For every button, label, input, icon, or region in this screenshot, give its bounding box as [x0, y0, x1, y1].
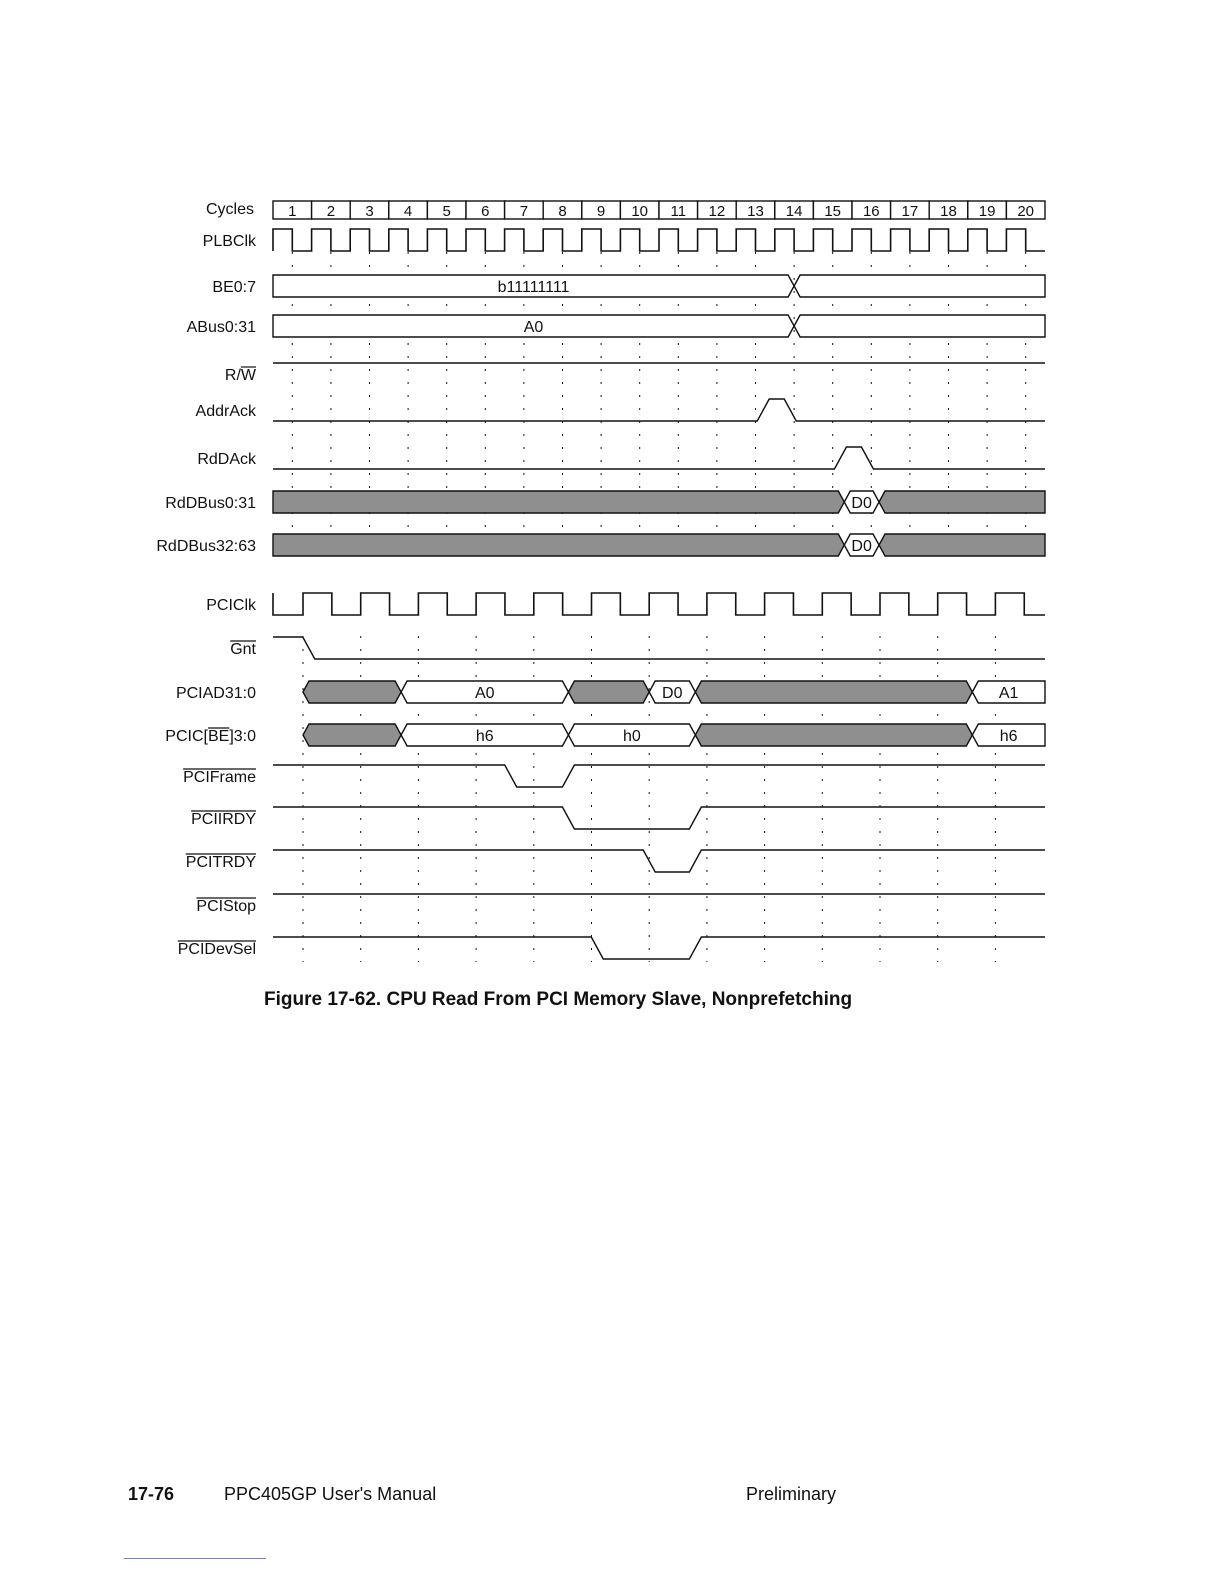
- cycle-number: 1: [288, 203, 297, 220]
- signal-label-pcic-be-3-0: PCIC[BE]3:0: [165, 728, 256, 745]
- signal-label-rddbus32-63: RdDBus32:63: [156, 538, 256, 555]
- pcidevsel-waveform: [273, 937, 1045, 959]
- manual-title: PPC405GP User's Manual: [224, 1484, 437, 1504]
- signal-label-gnt: Gnt: [230, 641, 256, 658]
- addrack-waveform: [273, 399, 1045, 421]
- rddbus32-63-bus-segment-2: [879, 534, 1045, 556]
- signal-label-pciclk: PCIClk: [206, 597, 256, 614]
- plbclk-waveform: [273, 229, 1045, 251]
- cycle-number: 5: [442, 203, 451, 220]
- document-status: Preliminary: [746, 1484, 837, 1504]
- signal-label-rddbus0-31: RdDBus0:31: [165, 495, 256, 512]
- tick-layer: [292, 252, 1025, 962]
- abus0-31-bus-segment-1: [794, 315, 1045, 337]
- signal-label-r-w: R/W: [224, 367, 256, 384]
- signal-label-pcistop: PCIStop: [196, 898, 256, 915]
- cycle-number: 13: [747, 203, 764, 220]
- pciad31-0-bus-value-1: A0: [474, 685, 495, 702]
- page-number: 17-76: [128, 1484, 175, 1504]
- signal-label-plbclk: PLBClk: [202, 233, 256, 250]
- cycle-number: 4: [403, 203, 413, 220]
- pcitrdy-waveform: [273, 850, 1045, 872]
- cycle-number: 3: [365, 203, 374, 220]
- pcic-be-3-0-bus-segment-3: [695, 724, 972, 746]
- signal-label-be0-7: BE0:7: [212, 279, 256, 296]
- rddbus0-31-bus-segment-2: [879, 491, 1045, 513]
- gnt-waveform: [273, 637, 1045, 659]
- pcic-be-3-0-bus-value-4: h6: [999, 728, 1018, 745]
- cycle-number: 7: [519, 203, 529, 220]
- rddbus32-63-bus-value-1: D0: [851, 538, 872, 555]
- abus0-31-bus-value-0: A0: [523, 319, 544, 336]
- pciclk-waveform: [273, 593, 1045, 615]
- cycle-number: 15: [824, 203, 842, 220]
- pciad31-0-bus-segment-2: [568, 681, 649, 703]
- rddbus0-31-bus-segment-0: [273, 491, 844, 513]
- pcic-be-3-0-bus-value-2: h0: [622, 728, 641, 745]
- cycle-number: 17: [901, 203, 919, 220]
- cycle-number: 20: [1017, 203, 1035, 220]
- signal-label-addrack: AddrAck: [195, 403, 256, 420]
- signal-label-pciirdy: PCIIRDY: [191, 811, 256, 828]
- signal-label-pcidevsel: PCIDevSel: [177, 941, 256, 958]
- cycle-number: 11: [670, 203, 687, 220]
- signal-label-abus0-31: ABus0:31: [186, 319, 256, 336]
- footer-rule: [124, 1558, 266, 1559]
- cycle-number: 19: [978, 203, 996, 220]
- cycle-number: 9: [596, 203, 606, 220]
- pcic-be-3-0-bus-segment-0: [303, 724, 401, 746]
- pciad31-0-bus-segment-0: [303, 681, 401, 703]
- rddbus32-63-bus-segment-0: [273, 534, 844, 556]
- signal-label-pciad31-0: PCIAD31:0: [175, 685, 256, 702]
- waveform-layer: [273, 229, 1045, 959]
- figure-caption: Figure 17-62. CPU Read From PCI Memory Slave, Nonprefetching: [264, 989, 853, 1010]
- cycle-number: 16: [862, 203, 880, 220]
- cycles-label: Cycles: [205, 201, 254, 218]
- rddbus0-31-bus-value-1: D0: [851, 495, 872, 512]
- be0-7-bus-segment-1: [794, 275, 1045, 297]
- cycle-number: 10: [631, 203, 649, 220]
- pcic-be-3-0-bus-value-1: h6: [475, 728, 494, 745]
- signal-label-pcitrdy: PCITRDY: [185, 854, 256, 871]
- signal-label-rddack: RdDAck: [197, 451, 256, 468]
- cycle-number: 18: [940, 203, 957, 220]
- signal-label-pciframe: PCIFrame: [183, 769, 256, 786]
- rddack-waveform: [273, 447, 1045, 469]
- cycle-counter: [273, 201, 1045, 220]
- cycle-number: 12: [708, 203, 726, 220]
- pciad31-0-bus-segment-4: [695, 681, 972, 703]
- pciad31-0-bus-value-5: A1: [998, 685, 1019, 702]
- pciframe-waveform: [273, 765, 1045, 787]
- pciirdy-waveform: [273, 807, 1045, 829]
- signal-label-layer: [156, 201, 257, 958]
- cycle-number: 14: [785, 203, 803, 220]
- be0-7-bus-value-0: b11111111: [497, 279, 570, 296]
- pciad31-0-bus-value-3: D0: [662, 685, 683, 702]
- cycle-number: 2: [326, 203, 336, 220]
- cycle-number: 8: [558, 203, 567, 220]
- cycle-number: 6: [481, 203, 490, 220]
